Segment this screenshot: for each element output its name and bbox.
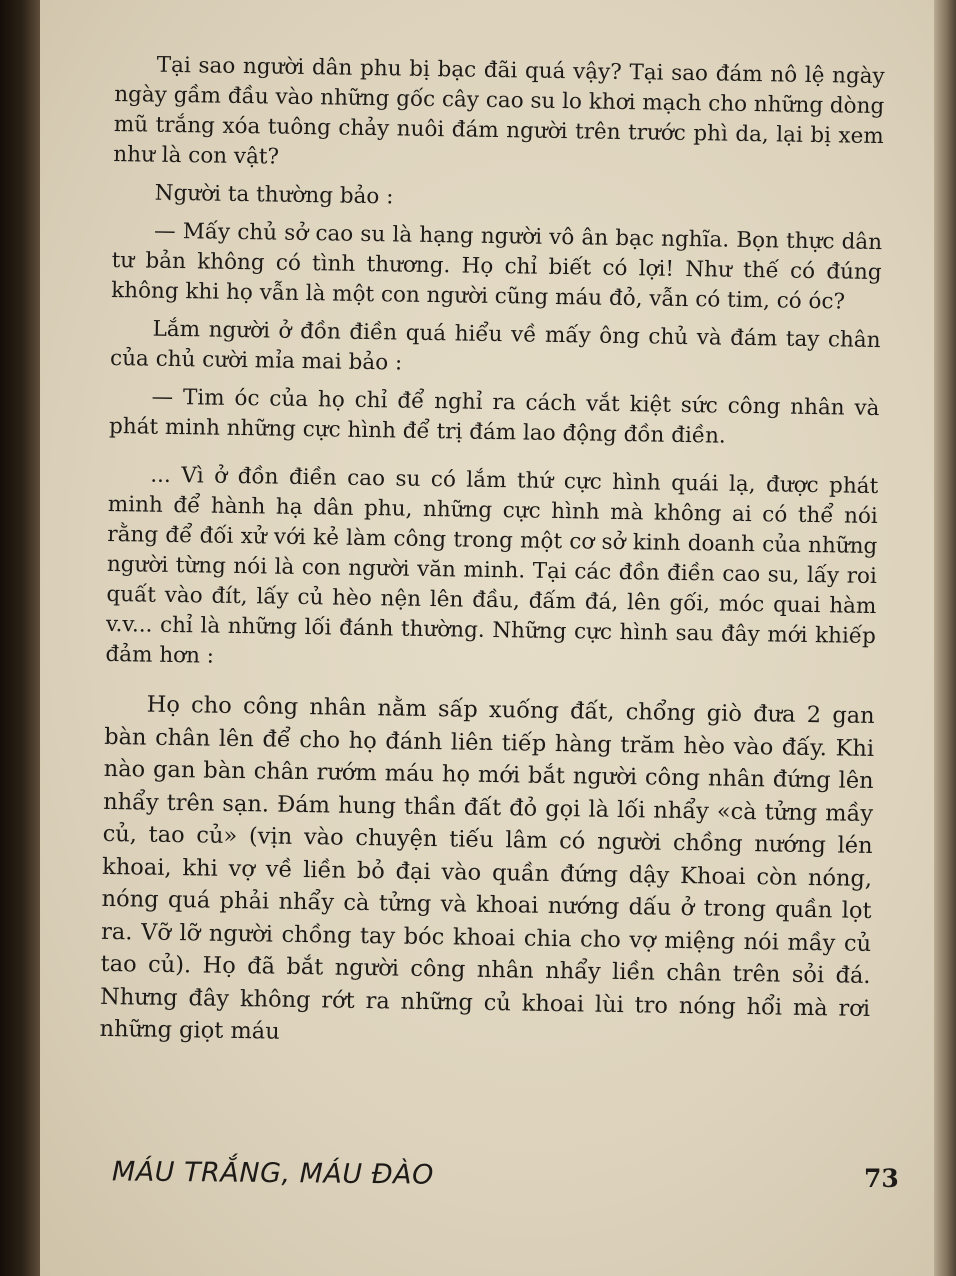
book-spine-shadow xyxy=(0,0,40,1276)
paragraph-5: — Tim óc của họ chỉ để nghỉ ra cách vắt kiệt sức công nhân và phát minh những cực hình để trị đám lao động đồn điền. xyxy=(108,384,880,449)
page-edge-shadow xyxy=(934,0,956,1276)
body-text xyxy=(99,50,885,1057)
paragraph-1: Tại sao người dân phu bị bạc đãi quá vậy? Tại sao đám nô lệ ngày ngày gầm đầu vào những gốc cây cao su lo khơi mạch cho những dòng mũ trắng xóa tuông chảy nuôi đám người trên trước phì da, lại bị xem như là con vật? xyxy=(113,52,885,170)
paragraph-7: Họ cho công nhân nằm sấp xuống đất, chổng giò đưa 2 gan bàn chân lên để cho họ đánh liên tiếp hàng trăm hèo vào đấy. Khi nào gan bàn chân rướm máu họ mới bắt người công nhân đứng lên nhẩy trên sạn. Đám hung thần đất đỏ gọi là lối nhẩy «cà tửng mầy củ, tao củ» (vịn vào chuyện tiếu lâm có người chồng nướng lén khoai, khi vợ về liền bỏ đại vào quần đứng dậy Khoai còn nóng, nóng quá phải nhẩy cà tửng và khoai nướng dấu ở trong quần lọt ra. Vỡ lỡ người chồng tay bóc khoai chia cho vợ miệng nói mầy củ tao củ). Họ đã bắt người công nhân nhẩy liền chân trên sỏi đá. Nhưng đây không rớt ra những củ khoai lùi tro nóng hổi mà rơi những giọt máu xyxy=(99,691,875,1045)
book-page xyxy=(40,0,934,1276)
paragraph-2: Người ta thường bảo : xyxy=(154,180,394,210)
page-number: 73 xyxy=(864,1164,899,1193)
paragraph-4: Lắm người ở đồn điền quá hiểu về mấy ông chủ và đám tay chân của chủ cười mỉa mai bảo : xyxy=(109,316,881,376)
paragraph-6: ... Vì ở đồn điền cao su có lắm thứ cực hình quái lạ, được phát minh để hành hạ dân phu, những cực hình mà không ai có thể nói rằng để đối xử với kẻ làm công trong một cơ sở kinh doanh của những người từng nói là con người văn minh. Tại các đồn điền cao su, lấy roi quất vào đít, lấy củ hèo nện lên đầu, đấm đá, lên gối, móc quai hàm v.v... chỉ là những lối đánh thường. Những cực hình sau đây mới khiếp đảm hơn : xyxy=(105,462,879,669)
paragraph-3: — Mấy chủ sở cao su là hạng người vô ân bạc nghĩa. Bọn thực dân tư bản không có tình thương. Họ chỉ biết có lợi! Như thế có đúng không khi họ vẫn là một con người cũng máu đỏ, vẫn có tim, có óc? xyxy=(111,218,883,315)
running-footer-title: MÁU TRẮNG, MÁU ĐÀO xyxy=(111,1156,435,1191)
